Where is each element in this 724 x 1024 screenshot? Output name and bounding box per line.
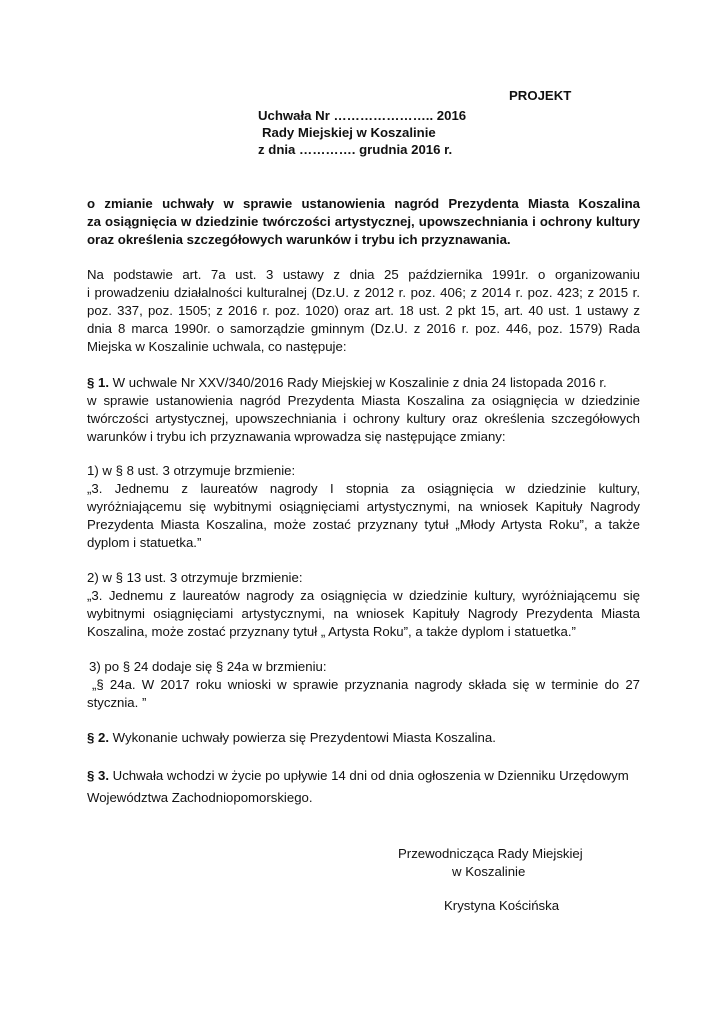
title-line-1: Uchwała Nr ………………….. 2016 xyxy=(258,108,467,123)
section-3-text: Uchwała wchodzi w życie po upływie 14 dni od dnia ogłoszenia w Dzienniku Urzędowym xyxy=(109,768,629,783)
projekt-label: PROJEKT xyxy=(509,88,572,103)
section-3 xyxy=(87,768,629,784)
point-3-line-2: stycznia. ” xyxy=(87,695,147,710)
point-1-intro: 1) w § 8 ust. 3 otrzymuje brzmienie: xyxy=(87,463,296,478)
preamble-line-1: Na podstawie art. 7a ust. 3 ustawy z dnia 25 października 1991r. o organizowaniu xyxy=(87,267,640,282)
point-1-line-2: wyróżniającemu się wybitnymi osiągnięciami artystycznymi, na wniosek Kapituły Nagrody xyxy=(87,499,640,514)
title-line-3: z dnia …………. grudnia 2016 r. xyxy=(258,142,453,157)
point-2-line-1: „3. Jednemu z laureatów nagrody za osiągnięcia w dziedzinie kultury, wyróżniającemu się xyxy=(87,588,640,603)
section-1-marker: § 1. xyxy=(87,375,109,390)
signature-role-line-2: w Koszalinie xyxy=(452,864,526,879)
subject-line-1: o zmianie uchwały w sprawie ustanowienia nagród Prezydenta Miasta Koszalina xyxy=(87,196,640,211)
section-1-first-line xyxy=(87,375,640,391)
signature-role-line-1: Przewodnicząca Rady Miejskiej xyxy=(398,846,583,861)
section-2-marker: § 2. xyxy=(87,730,109,745)
section-1-line-2: w sprawie ustanowienia nagród Prezydenta Miasta Koszalina za osiągnięcia w dziedzinie xyxy=(87,393,640,408)
section-2-text: Wykonanie uchwały powierza się Prezydentowi Miasta Koszalina. xyxy=(109,730,496,745)
section-1-line-4: warunków i trybu ich przyznawania wprowadza się następujące zmiany: xyxy=(87,429,506,444)
point-1-line-4: dyplom i statuetka.” xyxy=(87,535,202,550)
point-1-line-1: „3. Jednemu z laureatów nagrody I stopnia za osiągnięcia w dziedzinie kultury, xyxy=(87,481,640,496)
section-2 xyxy=(87,730,496,746)
signature-name: Krystyna Kościńska xyxy=(444,898,560,913)
subject-line-2: za osiągnięcia w dziedzinie twórczości artystycznej, upowszechniania i ochrony kultury xyxy=(87,214,640,229)
section-3-line-2: Województwa Zachodniopomorskiego. xyxy=(87,790,313,805)
preamble-line-4: dnia 8 marca 1990r. o samorządzie gminnym (Dz.U. z 2016 r. poz. 446, poz. 1579) Rada xyxy=(87,321,640,336)
preamble-line-5: Miejska w Koszalinie uchwala, co następuje: xyxy=(87,339,347,354)
section-3-marker: § 3. xyxy=(87,768,109,783)
preamble-line-2: i prowadzeniu działalności kulturalnej (Dz.U. z 2012 r. poz. 406; z 2014 r. poz. 423; z 2015 r. xyxy=(87,285,640,300)
section-1-text: W uchwale Nr XXV/340/2016 Rady Miejskiej w Koszalinie z dnia 24 listopada 2016 r. xyxy=(109,375,607,390)
section-1-line-3: twórczości artystycznej, upowszechniania i ochrony kultury oraz określenia szczegółowych xyxy=(87,411,640,426)
point-2-line-3: Koszalina, może zostać przyznany tytuł „ Artysta Roku”, a także dyplom i statuetka.” xyxy=(87,624,576,639)
point-2-intro: 2) w § 13 ust. 3 otrzymuje brzmienie: xyxy=(87,570,303,585)
point-3-intro: 3) po § 24 dodaje się § 24a w brzmieniu: xyxy=(89,659,327,674)
point-2-line-2: wybitnymi osiągnięciami artystycznymi, na wniosek Kapituły Nagrody Prezydenta Miasta xyxy=(87,606,640,621)
preamble-line-3: poz. 337, poz. 1505; z 2016 r. poz. 1020) oraz art. 18 ust. 2 pkt 15, art. 40 ust. 1 ustawy z xyxy=(87,303,640,318)
point-3-line-1: „§ 24a. W 2017 roku wnioski w sprawie przyznania nagrody składa się w terminie do 27 xyxy=(92,677,640,692)
subject-line-3: oraz określenia szczegółowych warunków i trybu ich przyznawania. xyxy=(87,232,511,247)
title-line-2: Rady Miejskiej w Koszalinie xyxy=(262,125,436,140)
point-1-line-3: Prezydenta Miasta Koszalina, może zostać przyznany tytuł „Młody Artysta Roku”, a także xyxy=(87,517,640,532)
